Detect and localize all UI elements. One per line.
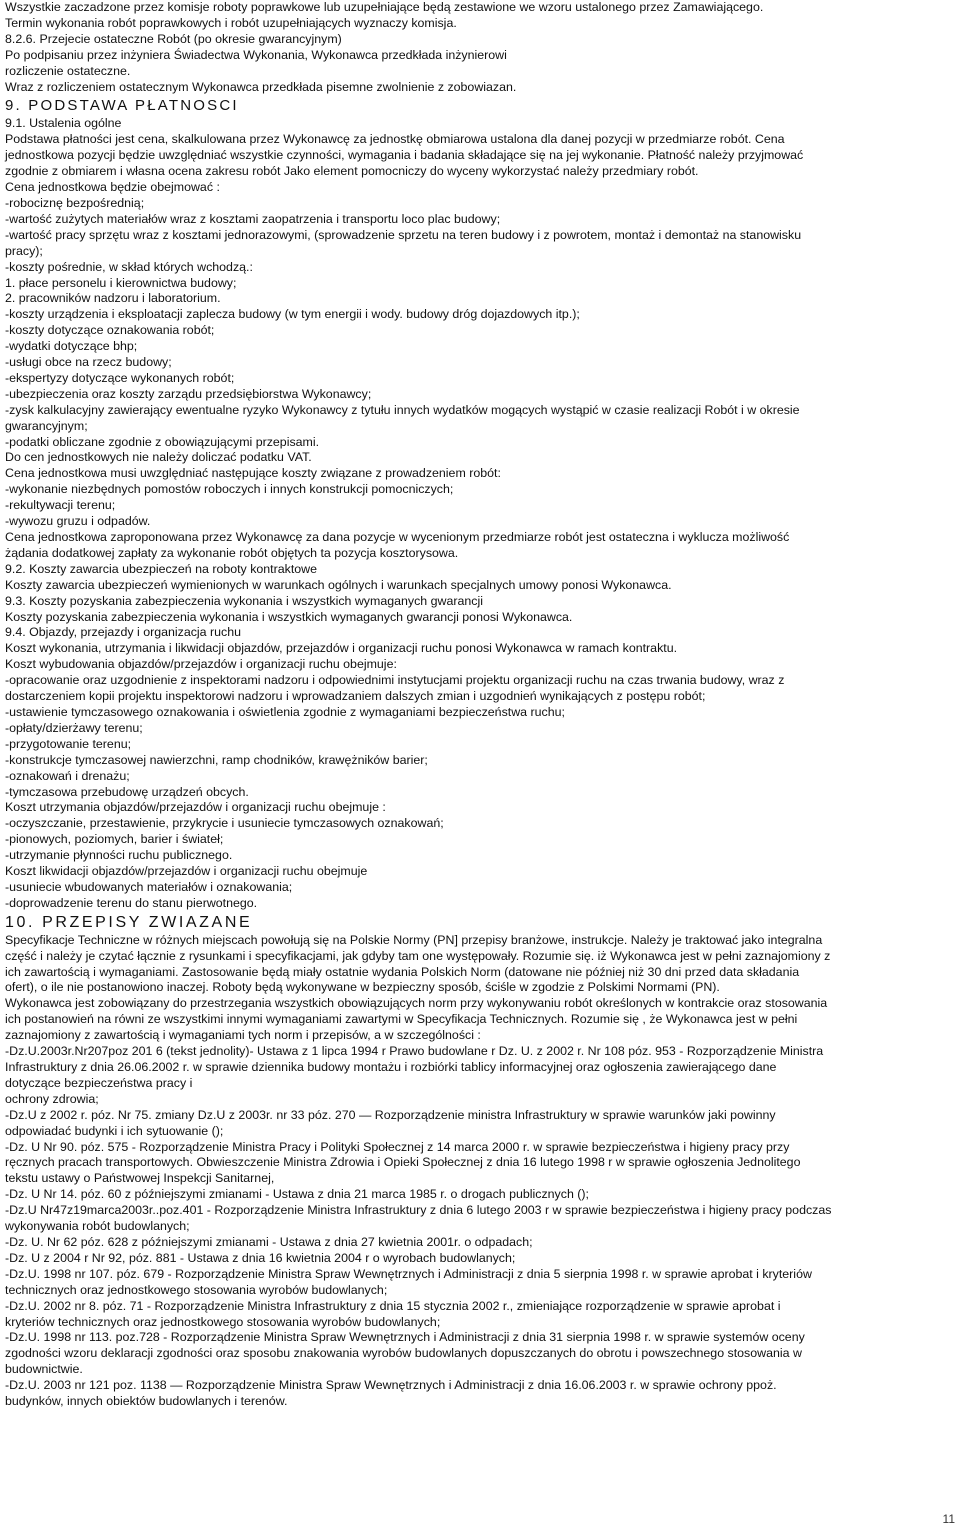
text-line: -utrzymanie płynności ruchu publicznego. xyxy=(5,848,233,863)
text-line: Wszystkie zaczadzone przez komisje roboty poprawkowe lub uzupełniające będą zestawione we wzoru ustalonego przez Zamawiającego. xyxy=(5,0,764,14)
text-line: pracy); xyxy=(5,243,43,258)
text-line: -wydatki dotyczące bhp; xyxy=(5,339,138,354)
text-line: -przygotowanie terenu; xyxy=(5,736,132,751)
text-line: Infrastruktury z dnia 26.06.2002 r. w sprawie dziennika budowy montażu i rozbiórki tablicy informacyjnej oraz ogłoszenia zawierającego dane xyxy=(5,1060,777,1074)
page-number: 11 xyxy=(942,1512,955,1526)
text-line: -wykonanie niezbędnych pomostów roboczych i innych konstrukcji pomocniczych; xyxy=(5,482,454,497)
text-line: -konstrukcje tymczasowej nawierzchni, ramp chodników, krawężników barier; xyxy=(5,752,428,767)
text-line: budownictwie. xyxy=(5,1362,83,1377)
text-line: Cena jednostkowa zaproponowana przez Wykonawcę za dana pozycje w wycenionym przedmiarze robót jest ostateczna i wyklucza możliwość xyxy=(5,530,790,544)
text-line: ich zawartością i wymaganiami. Zastosowanie będą miały ostatnie wydania Polskich Norm (datowane nie później niż 30 dni przed data składania xyxy=(5,964,800,979)
text-line: -Dz. U Nr 90. póz. 575 - Rozporządzenie Ministra Pracy i Polityki Społecznej z 14 marca 2000 r. w sprawie bezpieczeństwa i higieny pracy przy xyxy=(5,1139,790,1154)
text-line: Po podpisaniu przez inżyniera Świadectwa Wykonania, Wykonawca przedkłada inżynierowi xyxy=(5,47,507,62)
text-line: wykonywania robót budowlanych; xyxy=(5,1219,190,1234)
text-line: rozliczenie ostateczne. xyxy=(5,63,131,78)
text-line: tekstu ustawy o Państwowej Inspekcji Sanitarnej, xyxy=(5,1171,275,1186)
text-line: -zysk kalkulacyjny zawierający ewentualne ryzyko Wykonawcy z tytułu innych wydatków mogących wystąpić w czasie realizacji Robót i w okresie xyxy=(5,402,800,417)
text-line: -Dz.U. 2002 nr 8. póz. 71 - Rozporządzenie Ministra Infrastruktury z dnia 15 stycznia 2002 r., zmieniające rozporządzenie w sprawie aprobat i xyxy=(5,1298,781,1313)
text-line: -ustawienie tymczasowego oznakowania i oświetlenia zgodnie z wymaganiami bezpieczeństwa ruchu; xyxy=(5,704,565,719)
text-line: -wartość zużytych materiałów wraz z kosztami zaopatrzenia i transportu loco plac budowy; xyxy=(5,211,501,226)
text-line: ręcznych pracach transportowych. Obwieszczenie Ministra Zdrowia i Opieki Społecznej z dnia 16 lutego 1998 r w sprawie ogłoszenia Jednolitego xyxy=(5,1155,801,1170)
text-line: -usuniecie wbudowanych materiałów i oznakowania; xyxy=(5,879,293,894)
text-line: Wykonawca jest zobowiązany do przestrzegania wszystkich obowiązujących norm przy wykonywaniu robót określonych w kontrakcie oraz stosowania xyxy=(5,996,828,1011)
text-line: -Dz. U. Nr 62 póz. 628 z późniejszymi zmianami - Ustawa z dnia 27 kwietnia 2001r. o odpadach; xyxy=(5,1234,533,1249)
text-line: Cena jednostkowa musi uwzględniać następujące koszty związane z prowadzeniem robót: xyxy=(5,466,501,481)
document-page xyxy=(5,0,955,1410)
text-line: -wartość pracy sprzętu wraz z kosztami jednorazowymi, (sprowadzenie sprzetu na teren budowy i z powrotem, montaż i demontaż na stanowisku xyxy=(5,227,802,242)
text-line: jednostkowa pozycji będzie uwzględniać wszystkie czynności, wymagania i badania składające się na jej wykonanie. Płatność należy przyjmować xyxy=(5,148,804,163)
text-line: -Dz. U Nr 14. póz. 60 z późniejszymi zmianami - Ustawa z dnia 21 marca 1985 r. o drogach publicznych (); xyxy=(5,1187,589,1202)
text-line: Podstawa płatności jest cena, skalkulowana przez Wykonawcę za jednostkę obmiarowa ustalona dla danej pozycji w przedmiarze robót. Cena xyxy=(5,132,785,147)
text-line: 9.1. Ustalenia ogólne xyxy=(5,116,122,131)
text-line: -Dz.U. 1998 nr 107. póz. 679 - Rozporządzenie Ministra Spraw Wewnętrznych i Administracji z dnia 5 sierpnia 1998 r. w sprawie aprobat i kryteriów xyxy=(5,1266,812,1281)
text-line: ofert), o ile nie postanowiono inaczej. Roboty będą wykonywane w bezpieczny sposób, ściśle w zgodzie z Polskimi Normami (PN). xyxy=(5,980,720,995)
text-line: -doprowadzenie terenu do stanu pierwotnego. xyxy=(5,895,258,910)
section-heading: 9. PODSTAWA PŁATNOSCI xyxy=(5,97,239,115)
text-line: 2. pracowników nadzoru i laboratorium. xyxy=(5,291,221,306)
text-line: 1. płace personelu i kierownictwa budowy; xyxy=(5,275,237,290)
text-line: żądania dodatkowej zapłaty za wykonanie robót objętych ta pozycja kosztorysowa. xyxy=(5,545,459,560)
text-line: -tymczasowa przebudowę urządzeń obcych. xyxy=(5,784,249,799)
text-line: zgodnie z obmiarem i własna ocena zakresu robót Jako element pomocniczy do wyceny wykorzystać należy przedmiary robót. xyxy=(5,164,699,179)
text-line: -opracowanie oraz uzgodnienie z inspektorami nadzoru i odpowiednimi instytucjami projektu organizacji ruchu na czas trwania budowy, wraz z xyxy=(5,673,785,688)
text-line: Do cen jednostkowych nie należy doliczać podatku VAT. xyxy=(5,450,312,465)
text-line: -Dz.U.2003r.Nr207poz 201 6 (tekst jednolity)- Ustawa z 1 lipca 1994 r Prawo budowlane r Dz. U. z 2002 r. Nr 108 póz. 953 - Rozporządzenie Ministra xyxy=(5,1044,824,1059)
text-line: -koszty pośrednie, w skład których wchodzą.: xyxy=(5,259,253,274)
text-line: 9.2. Koszty zawarcia ubezpieczeń na roboty kontraktowe xyxy=(5,561,317,576)
text-line: -oznakowań i drenażu; xyxy=(5,768,130,783)
text-line: -koszty dotyczące oznakowania robót; xyxy=(5,323,215,338)
text-line: Cena jednostkowa będzie obejmować : xyxy=(5,180,220,195)
text-line: 8.2.6. Przejecie ostateczne Robót (po okresie gwarancyjnym) xyxy=(5,31,342,46)
text-line: Koszt likwidacji objazdów/przejazdów i organizacji ruchu obejmuje xyxy=(5,864,368,879)
text-line: Koszty zawarcia ubezpieczeń wymienionych w warunkach ogólnych i warunkach specjalnych umowy ponosi Wykonawca. xyxy=(5,577,672,592)
text-line: -ubezpieczenia oraz koszty zarządu przedsiębiorstwa Wykonawcy; xyxy=(5,386,372,401)
text-line: -wywozu gruzu i odpadów. xyxy=(5,514,151,529)
text-line: zaznajomiony z zawartością i wymaganiami tych norm i przepisów, a w szczególności : xyxy=(5,1028,481,1043)
text-line: -Dz.U Nr47z19marca2003r..poz.401 - Rozporządzenie Ministra Infrastruktury z dnia 6 lutego 2003 r w sprawie bezpieczeństwa i higieny pracy podczas xyxy=(5,1203,832,1218)
text-line: -Dz.U. 2003 nr 121 poz. 1138 — Rozporządzenie Ministra Spraw Wewnętrznych i Administracji z dnia 16.06.2003 r. w sprawie ochrony ppoż. xyxy=(5,1378,777,1393)
text-line: dotyczące bezpieczeństwa pracy i xyxy=(5,1075,193,1090)
text-line: ochrony zdrowia; xyxy=(5,1091,99,1106)
text-line: gwarancyjnym; xyxy=(5,418,88,433)
text-line: -Dz. U z 2004 r Nr 92, póz. 881 - Ustawa z dnia 16 kwietnia 2004 r o wyrobach budowlanych; xyxy=(5,1250,516,1265)
text-line: Koszt wykonania, utrzymania i likwidacji objazdów, przejazdów i organizacji ruchu ponosi Wykonawca w ramach kontraktu. xyxy=(5,641,678,656)
text-line: -opłaty/dzierżawy terenu; xyxy=(5,720,143,735)
section-heading: 10. PRZEPISY ZWIAZANE xyxy=(5,913,253,931)
text-line: 9.4. Objazdy, przejazdy i organizacja ruchu xyxy=(5,625,242,640)
text-line: -podatki obliczane zgodnie z obowiązującymi przepisami. xyxy=(5,434,320,449)
text-line: ich postanowień na równi ze wszystkimi innymi wymaganiami zawartymi w Specyfikacja Technicznych. Rozumie się , że Wykonawca jest w pełni xyxy=(5,1012,798,1027)
text-line: odpowiadać budynki i ich sytuowanie (); xyxy=(5,1123,224,1138)
text-line: Specyfikacje Techniczne w różnych miejscach powołują się na Polskie Normy (PN] przepisy branżowe, instrukcje. Należy je traktować jako integralna xyxy=(5,932,823,947)
text-line: -koszty urządzenia i eksploatacji zaplecza budowy (w tym energii i wody. budowy dróg dojazdowych itp.); xyxy=(5,307,580,322)
text-line: część i należy je czytać łącznie z rysunkami i specyfikacjami, jak gdyby tam one występowały. Rozumie się. iż Wykonawca jest w pełni zaznajomiony z xyxy=(5,948,831,963)
text-line: 9.3. Koszty pozyskania zabezpieczenia wykonania i wszystkich wymaganych gwarancji xyxy=(5,593,483,608)
text-line: -Dz.U. 1998 nr 113. poz.728 - Rozporządzenie Ministra Spraw Wewnętrznych i Administracji z dnia 31 sierpnia 1998 r. w sprawie systemów oceny xyxy=(5,1330,805,1345)
text-line: Koszty pozyskania zabezpieczenia wykonania i wszystkich wymaganych gwarancji ponosi Wykonawca. xyxy=(5,609,573,624)
text-line: -ekspertyzy dotyczące wykonanych robót; xyxy=(5,370,235,385)
text-line: Termin wykonania robót poprawkowych i robót uzupełniających wyznaczy komisja. xyxy=(5,15,457,30)
text-line: -pionowych, poziomych, barier i świateł; xyxy=(5,832,224,847)
text-line: Wraz z rozliczeniem ostatecznym Wykonawca przedkłada pisemne zwolnienie z zobowiazan. xyxy=(5,79,517,94)
text-line: zgodności wzoru deklaracji zgodności oraz sposobu znakowania wyrobów budowlanych dopuszczanych do obrotu i powszechnego stosowania w xyxy=(5,1346,802,1361)
text-line: -oczyszczanie, przestawienie, przykrycie i usuniecie tymczasowych oznakowań; xyxy=(5,816,444,831)
text-line: -usługi obce na rzecz budowy; xyxy=(5,355,172,370)
text-line: -rekultywacji terenu; xyxy=(5,498,116,513)
text-line: budynków, innych obiektów budowlanych i terenów. xyxy=(5,1394,288,1409)
text-line: dostarczeniem kopii projektu inspektorowi nadzoru i wprowadzaniem dalszych zmian i uzgodnień wynikających z postępu robót; xyxy=(5,689,706,704)
text-line: kryteriów technicznych oraz jednostkowego stosowania wyrobów budowlanych; xyxy=(5,1314,441,1329)
text-line: -Dz.U z 2002 r. póz. Nr 75. zmiany Dz.U z 2003r. nr 33 póz. 270 — Rozporządzenie ministra Infrastruktury w sprawie warunków jaki powinny xyxy=(5,1107,776,1122)
text-line: Koszt wybudowania objazdów/przejazdów i organizacji ruchu obejmuje: xyxy=(5,657,397,672)
text-line: Koszt utrzymania objazdów/przejazdów i organizacji ruchu obejmuje : xyxy=(5,800,386,815)
text-line: technicznych oraz jednostkowego stosowania wyrobów budowlanych; xyxy=(5,1282,388,1297)
text-line: -robociznę bezpośrednią; xyxy=(5,195,145,210)
